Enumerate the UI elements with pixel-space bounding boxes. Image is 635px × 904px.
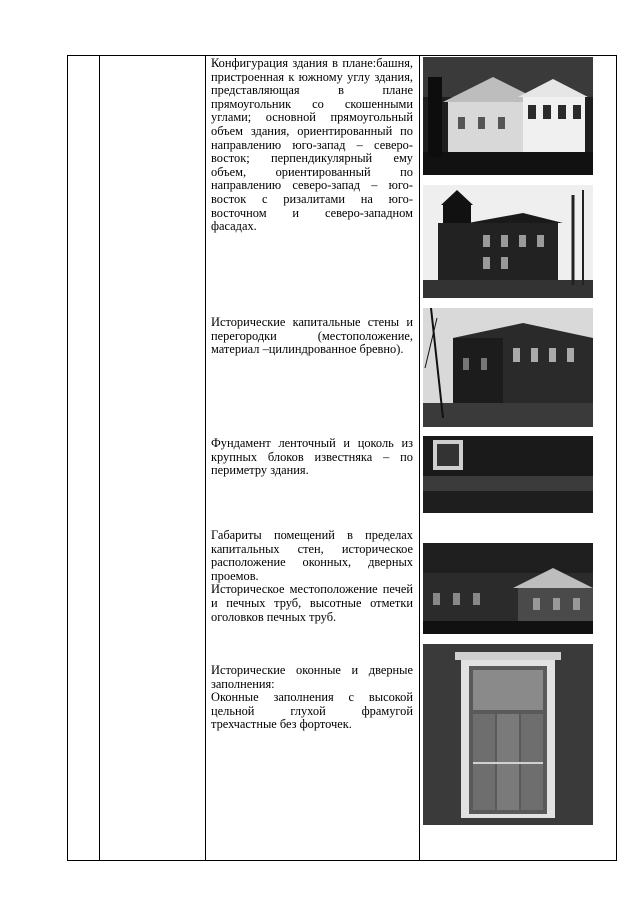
feature-text-walls (211, 316, 413, 357)
paragraph: Габариты помещений в пределах капитальных стен, историческое расположение оконных, дверных проемов. (211, 528, 413, 583)
table-right-border (616, 55, 617, 861)
photo-window-detail (423, 644, 593, 825)
column-divider-3 (419, 55, 420, 861)
photo-house-facade (423, 57, 593, 175)
feature-text-windows (211, 664, 413, 732)
table-left-border (67, 55, 68, 861)
photo-house-corner (423, 308, 593, 427)
feature-text-foundation (211, 437, 413, 478)
feature-text-rooms-stoves (211, 529, 413, 624)
paragraph: Конфигурация здания в плане:башня, пристроенная к южному углу здания, представляющая в плане прямоугольник со скошенными углами; основной прямоугольный объем здания, ориентированный по направлению юго-запад – северо-восток; перпендикулярный ему объем, ориентированный по направлению северо-запад – юго-восток с ризалитами на юго-восточном и северо-западном фасадах. (211, 56, 413, 234)
paragraph: Исторические капитальные стены и перегородки (местоположение, материал –цилиндрованное бревно). (211, 315, 413, 357)
paragraph: Исторические оконные и дверные заполнения: (211, 663, 413, 691)
paragraph: Оконные заполнения с высокой цельной глухой фрамугой трехчастные без форточек. (211, 690, 413, 732)
column-divider-1 (99, 55, 100, 861)
feature-text-configuration (211, 57, 413, 234)
paragraph: Фундамент ленточный и цоколь из крупных блоков известняка – по периметру здания. (211, 436, 413, 478)
photo-house-rear (423, 543, 593, 634)
photo-house-tower (423, 185, 593, 298)
table-bottom-border (67, 860, 617, 861)
column-divider-2 (205, 55, 206, 861)
photo-foundation (423, 436, 593, 513)
paragraph: Историческое местоположение печей и печных труб, высотные отметки оголовков печных труб. (211, 582, 413, 624)
